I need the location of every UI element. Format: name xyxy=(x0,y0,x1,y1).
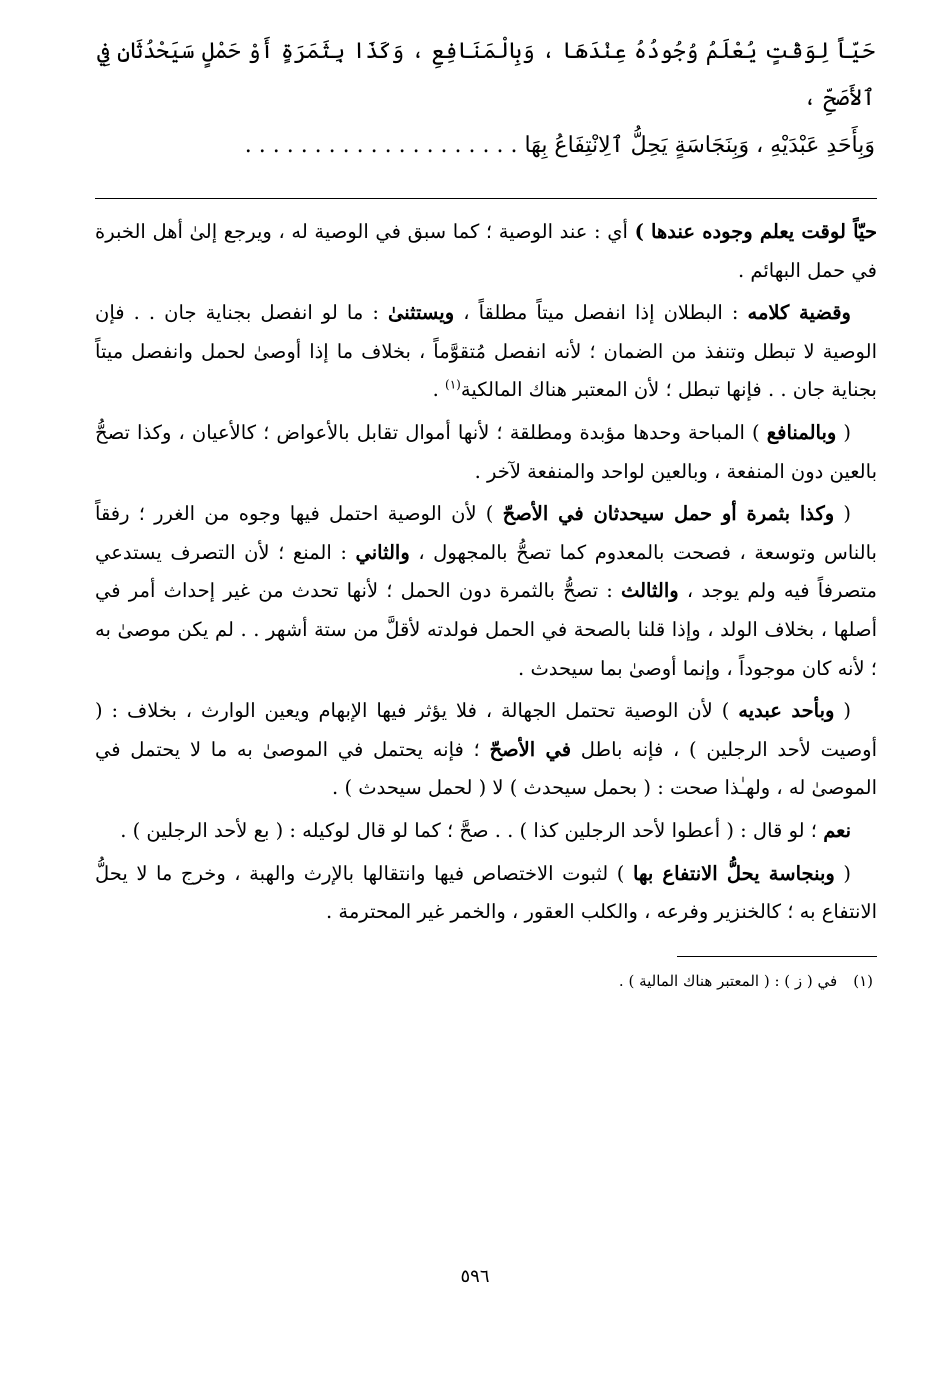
emphasis-phrase: وقضية كلامه xyxy=(747,301,851,325)
commentary-span: : البطلان إذا انفصل ميتاً مطلقاً ، xyxy=(454,301,748,325)
emphasis-phrase: والثاني xyxy=(355,540,410,564)
matn-quote: حيّاً لوقت يعلم وجوده عندها ) xyxy=(634,220,877,243)
matn-quote: وبنجاسة يحلُّ الانتفاع بها xyxy=(632,861,835,885)
commentary-span: أي : عند الوصية ؛ كما سبق في الوصية له ، ويرجع إلىٰ أهل الخبرة في حمل البهائم . xyxy=(95,220,877,282)
commentary-span: ) لأن الوصية تحتمل الجهالة ، فلا يؤثر فيها الإبهام ويعين الوارث ، بخلاف : ( أوصيت لأحد الرجلين ) ، فإنه باطل xyxy=(95,699,877,761)
commentary-paragraph xyxy=(95,812,877,851)
commentary-span: . xyxy=(432,378,446,402)
book-page xyxy=(95,28,877,1348)
commentary-paragraph xyxy=(95,414,877,491)
page-number: ٥٩٦ xyxy=(460,1266,490,1287)
matn-quote: وبأحد عبديه xyxy=(738,699,835,723)
commentary-span: : ما لو انفصل بجناية جان . . فإن الوصية لا تبطل وتنفذ من الضمان ؛ لأنه انفصل مُتقوَّماً ، بخلاف ما إذا أوصىٰ لحمل وانفصل ميتاً بجناية جان . . فإنها تبطل ؛ لأن المعتبر هناك المالكية xyxy=(95,301,877,402)
matn-line: وَبِأَحَدِ عَبْدَيْهِ ، وَبِنَجَاسَةٍ يَحِلُّ ٱلِانْتِفَاعُ بِهَا . . . . . . . . . . . . . . . . . . . . xyxy=(244,133,875,158)
commentary-text xyxy=(95,213,877,932)
commentary-paragraph xyxy=(95,495,877,688)
paren: ( xyxy=(834,861,851,885)
footnote-number: (١) xyxy=(853,971,873,990)
commentary-paragraph xyxy=(95,213,877,290)
commentary-span: ) لثبوت الاختصاص فيها وانتقالها بالإرث والهبة ، وخرج ما لا يحلُّ الانتفاع به ؛ كالخنزير وفرعه ، والكلب العقور ، والخمر غير المحترمة . xyxy=(95,861,877,924)
commentary-span: ) المباحة وحدها مؤبدة ومطلقة ؛ لأنها أموال تقابل بالأعواض ؛ كالأعيان ، وكذا تصحُّ بالعين دون المنفعة ، وبالعين لواحد والمنفعة لآخر . xyxy=(95,420,877,483)
matn-line: حَيّاً لِوَقْتٍ يُعْلَمُ وُجُودُهُ عِنْدَهَا ، وَبِالْمَنَافِعِ ، وَكَذَا بِثَمَرَةٍ أَوْ حَمْلٍ سَيَحْدُثَانِ فِي ٱلأَصَحِّ ، xyxy=(97,39,875,111)
matn-quote: وكذا بثمرة أو حمل سيحدثان في الأصحّ xyxy=(502,502,835,526)
matn-quote: وبالمنافع xyxy=(766,420,837,444)
matn-separator xyxy=(95,198,877,199)
paren: ( xyxy=(836,420,852,444)
emphasis-phrase: نعم xyxy=(823,818,851,842)
commentary-span: ؛ فإنه يحتمل في الموصىٰ به ما لا يحتمل في الموصىٰ له ، ولهـٰذا صحت : ( بحمل سيحدث ) لا ( لحمل سيحدث ) . xyxy=(95,737,877,800)
commentary-span: : المنع ؛ لأن التصرف يستدعي متصرفاً فيه ولم يوجد ، xyxy=(95,540,877,603)
paren: ( xyxy=(834,502,851,526)
footnote-reference[interactable]: (١) xyxy=(445,377,461,392)
emphasis-phrase: ويستثنىٰ xyxy=(387,301,455,325)
emphasis-phrase: في الأصحّ xyxy=(489,737,572,761)
matn-text xyxy=(95,28,877,169)
commentary-paragraph xyxy=(95,294,877,410)
commentary-paragraph xyxy=(95,855,877,932)
commentary-span: ) لأن الوصية احتمل فيها وجوه من الغرر ؛ رفقاً بالناس وتوسعة ، فصحت بالمعدوم كما تصحُّ بالمجهول ، xyxy=(95,502,877,564)
commentary-span: ؛ لو قال : ( أعطوا لأحد الرجلين كذا ) . . صحَّ ؛ كما لو قال لوكيله : ( بع لأحد الرجلين ) . xyxy=(120,818,824,842)
footnote-text: في ( ز ) : ( المعتبر هناك المالية ) . xyxy=(618,971,838,990)
emphasis-phrase: والثالث xyxy=(620,579,679,603)
paren: ( xyxy=(834,699,852,723)
footnote-separator xyxy=(677,956,877,957)
commentary-span: : تصحُّ بالثمرة دون الحمل ؛ لأنها تحدث من غير إحداث أمر في أصلها ، بخلاف الولد ، وإذا قلنا بالصحة في الحمل فولدته لأقلَّ من ستة أشهر . . لم يكن موصىٰ به ؛ لأنه كان موجوداً ، وإنما أوصىٰ بما سيحدث . xyxy=(95,579,877,680)
commentary-paragraph xyxy=(95,692,877,808)
footnote xyxy=(95,969,877,993)
